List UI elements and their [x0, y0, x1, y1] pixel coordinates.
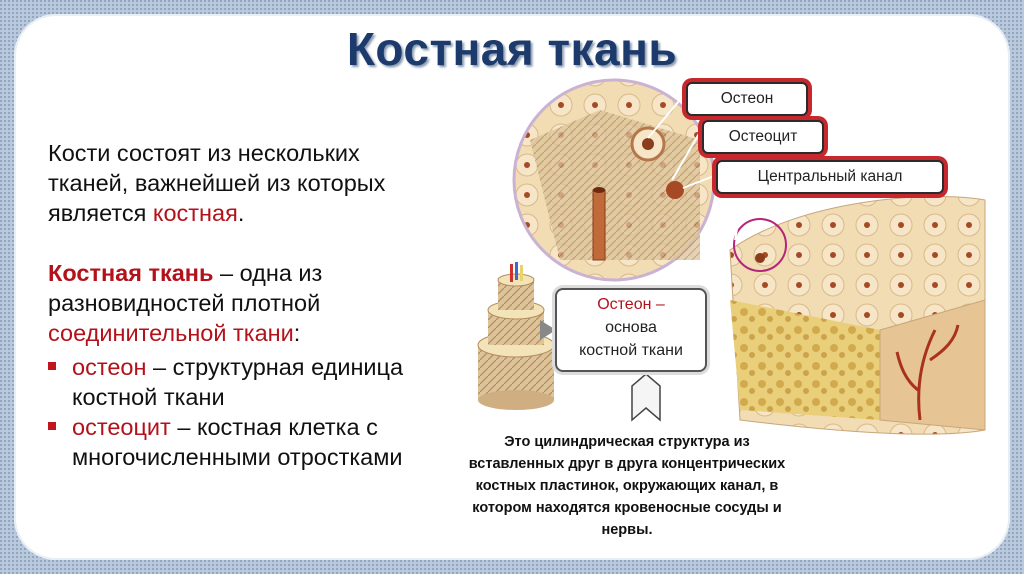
definition-line-3 — [48, 318, 322, 348]
bullet-term: остеон — [72, 354, 147, 380]
osteon-description: Это цилиндрическая структура из вставленных друг в друга концентрических костных пластинок, окружающих канал, в котором находятся кровеносные сосуды и нервы. — [468, 434, 786, 538]
intro-line-2: тканей, важнейшей из которых — [48, 170, 386, 196]
definition-line-3-suffix: : — [293, 320, 301, 346]
callout-line-1: Остеон – — [597, 296, 665, 313]
intro-highlight: костная — [152, 200, 238, 226]
intro-line-3 — [48, 198, 385, 228]
intro-paragraph — [48, 138, 385, 228]
osteon-callout — [555, 288, 707, 372]
bullet-term: остеоцит — [72, 414, 171, 440]
bullet-line-1 — [72, 352, 403, 382]
definition-term: Костная ткань — [48, 260, 214, 286]
label-osteon: Остеон — [686, 82, 808, 116]
bullet-square-icon — [48, 422, 56, 430]
bullet-line-2: костной ткани — [72, 384, 225, 410]
bullet-line-1 — [72, 412, 403, 442]
label-osteocyte: Остеоцит — [702, 120, 824, 154]
intro-line-3-suffix: . — [237, 200, 245, 226]
bullet-square-icon — [48, 362, 56, 370]
list-item — [48, 412, 403, 472]
callout-line-2: основа — [605, 319, 657, 336]
bullet-line-2: многочисленными отростками — [72, 444, 403, 470]
definition-paragraph — [48, 258, 322, 348]
intro-line-3-prefix: является — [48, 200, 153, 226]
page-title: Костная ткань — [346, 23, 678, 75]
bullet-rest: – костная клетка с — [170, 414, 378, 440]
label-central-canal: Центральный канал — [716, 160, 944, 194]
definition-line-1 — [48, 258, 322, 288]
definition-line-2: разновидностей плотной — [48, 290, 321, 316]
bullet-rest: – структурная единица — [146, 354, 404, 380]
callout-line-3: костной ткани — [579, 342, 683, 359]
intro-line-1: Кости состоят из нескольких — [48, 140, 360, 166]
definition-highlight: соединительной ткани — [48, 320, 294, 346]
definition-line-1-rest: – одна из — [213, 260, 323, 286]
list-item — [48, 352, 403, 412]
